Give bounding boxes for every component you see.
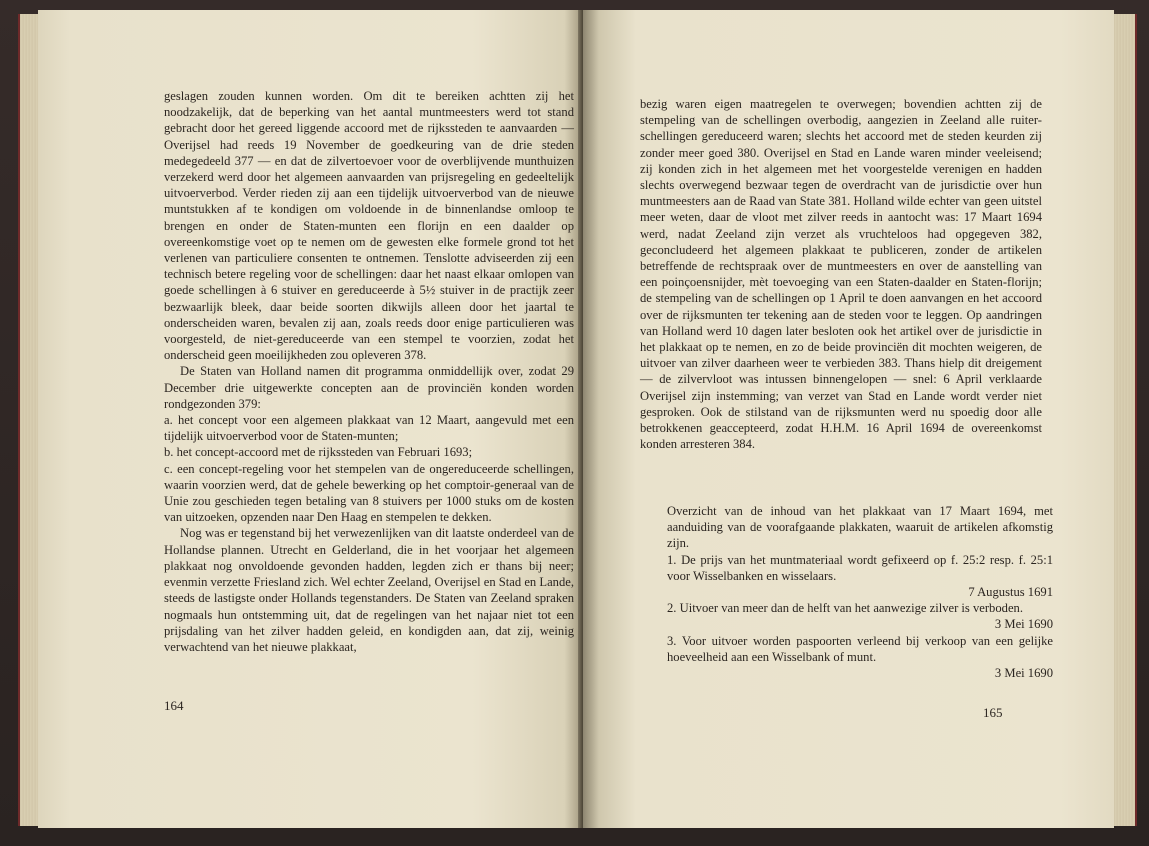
overview-item-date: 7 Augustus 1691 (968, 585, 1053, 600)
overview-item-date: 3 Mei 1690 (994, 666, 1053, 681)
list-item: b. het concept-accoord met de rijkssteden van Februari 1693; (164, 445, 473, 460)
right-page (583, 10, 1114, 828)
paragraph: geslagen zouden kunnen worden. Om dit te bereiken achtten zij het noodzakelijk, dat de beperking van het aantal muntmeesters werd tot stand gebracht door het gereed liggende accoord met de rijkssteden te aanvaarden — Overijsel had reeds 19 November de goedkeuring van de drie steden medegedeeld 377 — en dat de zilvertoevoer voor de overblijvende munthuizen verzekerd werd door het algemeen aanvaarden van prijsregeling en gedeeltelijk uitvoerverbod. Verder rieden zij aan een tijdelijk uitvoerverbod van de nieuwe muntstukken af te kondigen om voldoende in de binnenlandse omloop te brengen en onder de Staten-munten een florijn en een daalder op overeenkomstige voet op te nemen om de gewesten elke formele grond tot het verlenen van particuliere consenten te ontnemen. Tenslotte adviseerden zij een technisch betere regeling voor de schellingen: daar het naast elkaar omlopen van goede schellingen à 6 stuiver en gereduceerde à 5½ stuiver in de practijk zeer bezwaarlijk bleek, daar beide soorten dikwijls alleen door het jaartal te onderscheiden waren, bevalen zij aan, zoals reeds door enige particulieren was voorgesteld, de niet-gereduceerde van een stempel te voorzien, zodat het onderscheid geen moeilijkheden zou opleveren 378. (164, 89, 574, 363)
overview-section (667, 503, 1053, 681)
overview-heading: Overzicht van de inhoud van het plakkaat van 17 Maart 1694, met aanduiding van de voorafgaande plakkaten, waaruit de artikelen afkomstig zijn. (667, 504, 1053, 551)
paragraph: Nog was er tegenstand bij het verwezenlijken van dit laatste onderdeel van de Hollandse plannen. Utrecht en Gelderland, die in het voorjaar het algemeen plakkaat nog onvoldoende gevonden hadden, legden zich er thans bij neer; evenmin verzette Friesland zich. Wel echter Zeeland, Overijsel en Stad en Lande, steeds de lastigste onder Hollands tegenstanders. De Staten van Zeeland spraken nogmaals hun ontstemming uit, dat de regelingen van het najaar niet tot een prijsdaling van het zilver hadden geleid, en kondigden aan, dat zij, weinig verwachtend van het nieuwe plakkaat, (164, 526, 574, 654)
paragraph: bezig waren eigen maatregelen te overwegen; bovendien achtten zij de stempeling van de schellingen overbodig, aangezien in Zeeland alle ruiter-schellingen gereduceerd waren; slechts het accoord met de steden keurden zij zonder meer goed 380. Overijsel en Stad en Lande waren minder veeleisend; zij konden zich in het algemeen met het voorgestelde verenigen en hadden slechts overwegend bezwaar tegen de overdracht van de jurisdictie over hun muntmeesters aan de Raad van State 381. Holland wilde echter van geen uitstel meer weten, daar de vloot met zilver reeds in aantocht was: 17 Maart 1694 werd, nadat Zeeland zijn verzet als vruchteloos had opgegeven 382, geconcludeerd het algemeen plakkaat te publiceren, zonder de artikelen betreffende de rechtspraak over de muntmeesters en over de aanstelling van een poinçoensnijder, mèt toevoeging van een Staten-daalder en Staten-florijn; de stempeling van de schellingen op 1 April te doen aanvangen en het accoord over de rijksmunten ter tekening aan de steden voor te leggen. Op aandringen van Holland werd 10 dagen later besloten ook het artikel over de jurisdictie in het plakkaat op te nemen, en zo de beide provinciën dit mochten weigeren, de uitvoer van zilver daarheen weer te verbieden 383. Thans hielp dit dreigement — de zilvervloot was intussen binnengelopen — snel: 6 April verklaarde Overijsel zijn instemming; van verzet van Stad en Lande wordt verder niet gesproken. Ook de stilstand van de rijksmunten werd nu spoedig door alle betrokkenen geaccepteerd, zodat H.H.M. 16 April 1694 de overeenkomst konden arresteren 384. (640, 97, 1042, 452)
paragraph: De Staten van Holland namen dit programma onmiddellijk over, zodat 29 December drie uitgewerkte concepten aan de provinciën konden worden rondgezonden 379: (164, 364, 574, 411)
overview-item-date: 3 Mei 1690 (994, 617, 1053, 632)
overview-item: 1. De prijs van het muntmateriaal wordt gefixeerd op f. 25:2 resp. f. 25:1 voor Wisselbanken en wisselaars. (667, 552, 1053, 583)
left-page (38, 10, 581, 828)
overview-item: 2. Uitvoer van meer dan de helft van het aanwezige zilver is verboden. (667, 601, 1023, 616)
left-page-text (164, 88, 574, 655)
list-item: c. een concept-regeling voor het stempelen van de ongereduceerde schellingen, waarin voorzien werd, dat de gehele bewerking op het comptoir-generaal van de Unie zou geschieden tegen betaling van 8 stuivers per 1000 stuks om de kosten van uitzoeken, opzenden naar Den Haag en stempelen te dekken. (164, 461, 574, 525)
overview-item: 3. Voor uitvoer worden paspoorten verleend bij verkoop van een gelijke hoeveelheid aan een Wisselbank of munt. (667, 633, 1053, 664)
page-number: 164 (164, 698, 184, 713)
right-page-text (640, 96, 1042, 452)
list-item: a. het concept voor een algemeen plakkaat van 12 Maart, aangevuld met een tijdelijk uitvoerverbod voor de Staten-munten; (164, 413, 574, 444)
right-page-edges (1111, 14, 1137, 826)
page-number: 165 (983, 705, 1003, 720)
